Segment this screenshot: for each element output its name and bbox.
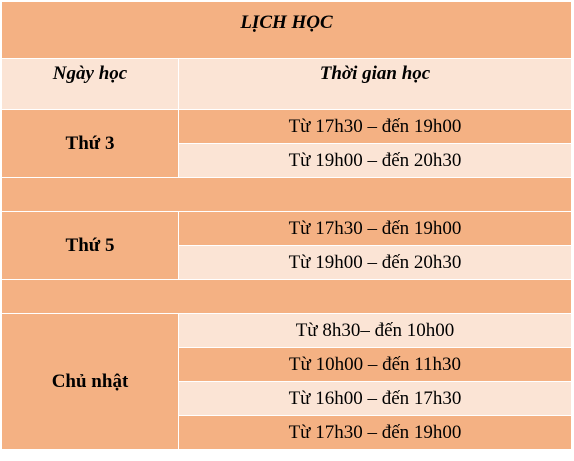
time-slot: Từ 17h30 – đến 19h00 xyxy=(179,110,572,144)
table-row xyxy=(2,110,572,144)
time-slot: Từ 16h00 – đến 17h30 xyxy=(179,382,572,416)
separator-cell xyxy=(2,178,572,212)
schedule-title-text: LỊCH HỌC xyxy=(240,12,333,33)
table-row xyxy=(2,212,572,246)
table-row xyxy=(2,314,572,348)
header-row xyxy=(2,59,572,110)
separator-row xyxy=(2,178,572,212)
day-cell-thursday: Thứ 5 xyxy=(2,212,179,280)
header-time xyxy=(179,59,572,110)
header-time-text: Thời gian học xyxy=(319,63,431,84)
separator-row xyxy=(2,280,572,314)
time-slot: Từ 17h30 – đến 19h00 xyxy=(179,416,572,450)
header-day-text: Ngày học xyxy=(52,63,128,84)
schedule-title xyxy=(2,2,572,59)
time-slot: Từ 19h00 – đến 20h30 xyxy=(179,144,572,178)
separator-cell xyxy=(2,280,572,314)
day-cell-sunday: Chủ nhật xyxy=(2,314,179,450)
time-slot: Từ 19h00 – đến 20h30 xyxy=(179,246,572,280)
day-cell-tuesday: Thứ 3 xyxy=(2,110,179,178)
schedule-table xyxy=(1,1,572,450)
title-row xyxy=(2,2,572,59)
time-slot: Từ 17h30 – đến 19h00 xyxy=(179,212,572,246)
header-day xyxy=(2,59,179,110)
time-slot: Từ 8h30– đến 10h00 xyxy=(179,314,572,348)
time-slot: Từ 10h00 – đến 11h30 xyxy=(179,348,572,382)
